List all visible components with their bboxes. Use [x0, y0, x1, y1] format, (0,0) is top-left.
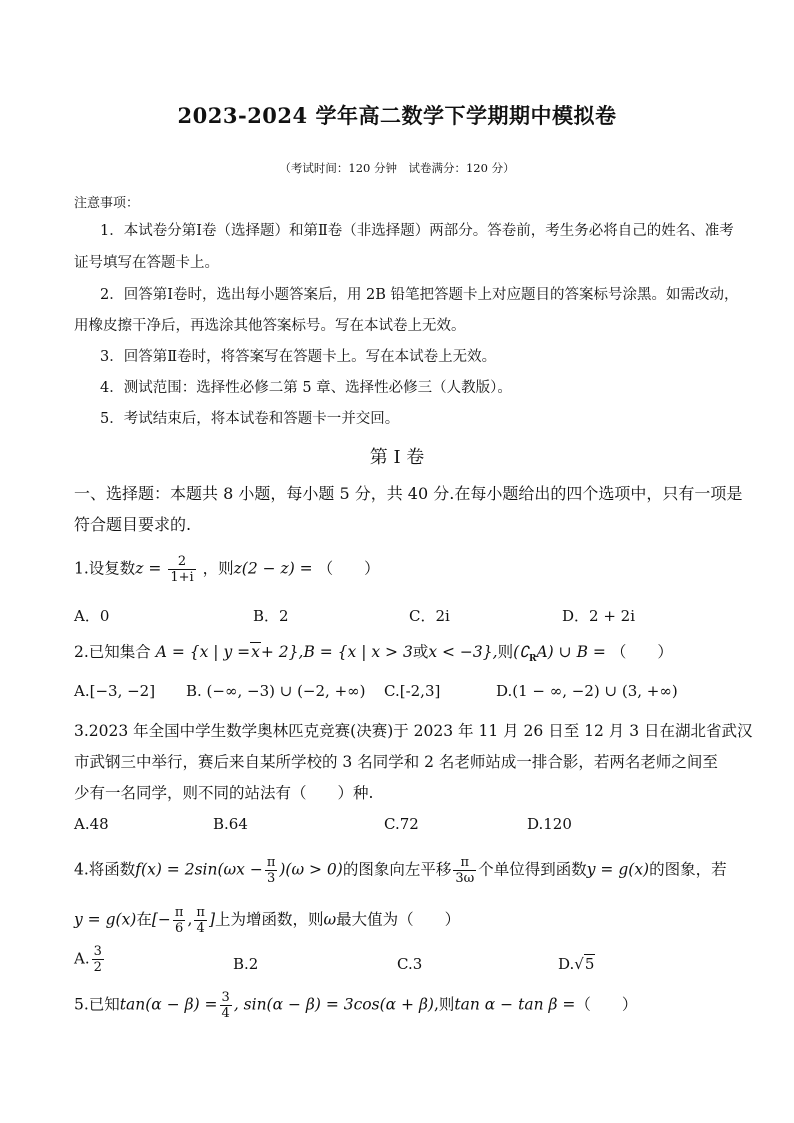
fraction: $\frac{2}{1+i}$ — [170, 554, 194, 585]
question-4-line1: 4.将函数f(x) = 2sin(ωx − $\frac{\pi}{3}$ )(ω > 0)的图象向左平移 $\frac{\pi}{3\omega}$ 个单位得到函数y = g(x)的图象，若 — [74, 855, 727, 886]
question-1: 1.设复数z = $\frac{2}{1+i}$ ，则z(2 − z) = （ ） — [74, 554, 380, 585]
note-1: 1．本试卷分第Ⅰ卷（选择题）和第Ⅱ卷（非选择题）两部分。答卷前，考生务必将自己的姓名、准考 — [100, 223, 734, 239]
question-3-line2: 市武钢三中举行，赛后来自某所学校的 3 名同学和 2 名老师站成一排合影，若两名老师之间至 — [74, 753, 718, 771]
note-4: 4．测试范围：选择性必修二第 5 章、选择性必修三（人教版）。 — [100, 380, 512, 396]
question-5: 5.已知tan(α − β) = $\frac{3}{4}$ , sin(α − β) = 3cos(α + β),则tan α − tan β =（ ） — [74, 990, 638, 1021]
question-2: 2.已知集合 A = {x | y =x+ 2},B = {x | x > 3或x < −3},则$(∁_RA)$ ∪ B = （ ） — [74, 643, 673, 665]
q4-option-d: D.√5 — [558, 955, 595, 973]
note-3: 3．回答第Ⅱ卷时，将答案写在答题卡上。写在本试卷上无效。 — [100, 349, 497, 365]
fraction: $\frac{3}{2}$ — [93, 944, 102, 975]
fraction: $\frac{\pi}{4}$ — [196, 905, 205, 936]
q2-option-b: B. (−∞, −3) ∪ (−2, +∞) — [186, 682, 366, 700]
fraction: $\frac{\pi}{6}$ — [174, 905, 184, 936]
note-2: 2．回答第Ⅰ卷时，选出每小题答案后，用 2B 铅笔把答题卡上对应题目的答案标号涂黑。如需改动， — [100, 287, 739, 303]
q3-option-c: C.72 — [384, 815, 419, 833]
notes-label: 注意事项： — [74, 196, 140, 211]
q4-option-c: C.3 — [397, 955, 423, 973]
question-3-line1: 3.2023 年全国中学生数学奥林匹克竞赛(决赛)于 2023 年 11 月 26 日至 12 月 3 日在湖北省武汉 — [74, 722, 753, 740]
q1-option-b: B．2 — [253, 607, 289, 625]
q4-option-a: A. $\frac{3}{2}$ — [74, 944, 102, 975]
sqrt: 5 — [584, 955, 595, 973]
q1-option-a: A．0 — [74, 607, 110, 625]
note-2-cont: 用橡皮擦干净后，再选涂其他答案标号。写在本试卷上无效。 — [74, 318, 466, 334]
note-1-cont: 证号填写在答题卡上。 — [74, 255, 219, 271]
exam-info: （考试时间：120 分钟 试卷满分：120 分） — [279, 161, 515, 175]
q2-option-a: A.[−3, −2] — [74, 682, 156, 700]
section-intro-line1: 一、选择题：本题共 8 小题，每小题 5 分，共 40 分.在每小题给出的四个选项中，只有一项是 — [74, 484, 743, 503]
q3-option-b: B.64 — [213, 815, 248, 833]
q3-option-a: A.48 — [74, 815, 109, 833]
sqrt: x — [251, 643, 260, 661]
fraction: $\frac{3}{4}$ — [221, 990, 230, 1021]
q3-option-d: D.120 — [527, 815, 572, 833]
note-5: 5．考试结束后，将本试卷和答题卡一并交回。 — [100, 411, 400, 427]
q2-option-c: C.[-2,3] — [384, 682, 441, 700]
fraction: $\frac{\pi}{3}$ — [266, 855, 276, 886]
section-title: 第 I 卷 — [369, 447, 425, 468]
q2-option-d: D.(1 − ∞, −2) ∪ (3, +∞) — [496, 682, 678, 700]
question-3-line3: 少有一名同学，则不同的站法有（ ）种. — [74, 784, 374, 802]
page-title: 2023-2024 学年高二数学下学期期中模拟卷 — [177, 103, 617, 128]
question-4-line2: y = g(x)在[− $\frac{\pi}{6}$ , $\frac{\pi}{4}$ ]上为增函数，则ω最大值为（ ） — [74, 905, 461, 936]
section-intro-line2: 符合题目要求的. — [74, 515, 192, 534]
q1-option-c: C．2i — [409, 607, 450, 625]
fraction: $\frac{\pi}{3\omega}$ — [455, 855, 475, 886]
q4-option-b: B.2 — [233, 955, 259, 973]
q1-option-d: D．2 + 2i — [562, 607, 636, 625]
